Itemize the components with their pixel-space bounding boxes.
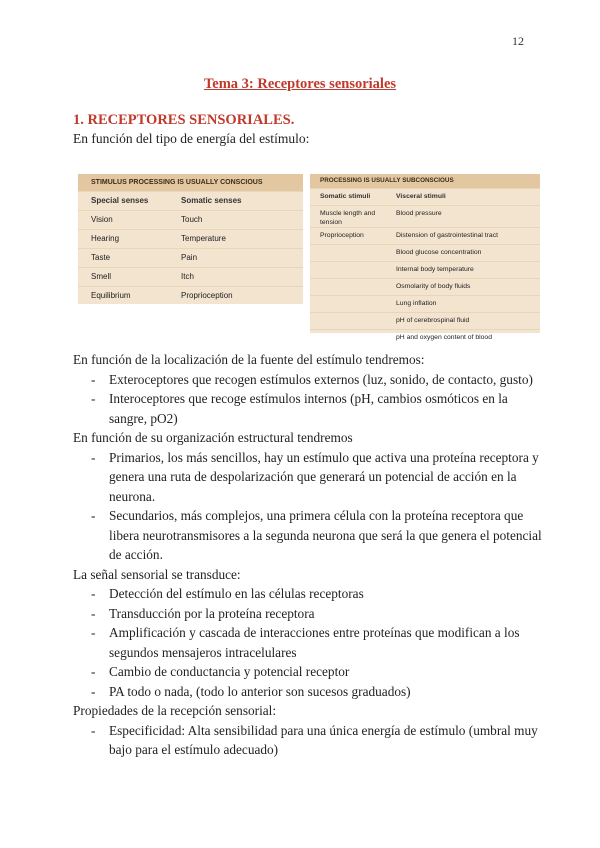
intro-text: En función del tipo de energía del estímulo: [73, 131, 310, 146]
body-text [73, 350, 543, 760]
table-cell: pH and oxygen content of blood [396, 334, 492, 341]
column-header: Somatic stimuli [320, 193, 371, 200]
table-column-headers [310, 188, 540, 205]
paragraph: En función de la localización de la fuente del estímulo tendremos: [73, 352, 425, 367]
table-cell: Temperature [181, 234, 226, 243]
table-header: STIMULUS PROCESSING IS USUALLY CONSCIOUS [78, 174, 303, 191]
list-item: - Interoceptores que recoge estímulos internos (pH, cambios osmóticos en la sangre, pO2) [73, 389, 543, 428]
table-cell: Pain [181, 253, 198, 262]
table-row [78, 210, 303, 229]
table-header: PROCESSING IS USUALLY SUBCONSCIOUS [310, 174, 540, 188]
page-number: 12 [512, 34, 524, 48]
table-row [310, 329, 540, 346]
paragraph: En función de su organización estructural tendremos [73, 430, 353, 445]
table-cell: Proprioception [181, 291, 233, 300]
table-row [310, 295, 540, 312]
list-item: - Cambio de conductancia y potencial receptor [73, 662, 543, 682]
list-item: - Transducción por la proteína receptora [73, 604, 543, 624]
list-item: - PA todo o nada, (todo lo anterior son sucesos graduados) [73, 682, 543, 702]
table-row [310, 312, 540, 329]
table-cell: Internal body temperature [396, 266, 474, 273]
column-header: Somatic senses [181, 196, 242, 205]
table-cell [310, 296, 388, 312]
paragraph: Propiedades de la recepción sensorial: [73, 703, 277, 718]
bullet-list [73, 584, 543, 701]
table-cell: Vision [91, 215, 113, 224]
column-header: Visceral stimuli [396, 193, 446, 200]
list-item: - Especificidad: Alta sensibilidad para una única energía de estímulo (umbral muy bajo para el estímulo adecuado) [73, 721, 543, 760]
bullet-list [73, 721, 543, 760]
table-cell: Taste [91, 253, 111, 262]
table-cell: Muscle length and tension [320, 210, 376, 226]
table-row [78, 286, 303, 305]
table-cell [310, 279, 388, 295]
subconscious-stimulus-table [310, 174, 540, 341]
table-cell [310, 330, 388, 346]
table-row [78, 248, 303, 267]
table-cell: Blood glucose concentration [396, 249, 482, 256]
table-cell: pH of cerebrospinal fluid [396, 317, 470, 324]
table-cell [310, 313, 388, 329]
paragraph: La señal sensorial se transduce: [73, 566, 241, 582]
table-cell: Smell [91, 272, 112, 281]
list-item: - Amplificación y cascada de interacciones entre proteínas que modifican a los segundos mensajeros intracelulares [73, 623, 543, 662]
bullet-list [73, 370, 543, 429]
page-title: Tema 3: Receptores sensoriales [203, 76, 397, 92]
table-row [310, 244, 540, 261]
table-cell [310, 262, 388, 278]
table-row [310, 227, 540, 244]
table-cell: Blood pressure [396, 210, 442, 217]
table-row [310, 278, 540, 295]
table-row [310, 205, 540, 227]
list-item: - Detección del estímulo en las células receptoras [73, 584, 543, 604]
table-row [310, 261, 540, 278]
table-cell: Touch [181, 215, 203, 224]
table-row [78, 267, 303, 286]
column-header: Special senses [91, 196, 149, 205]
table-cell: Hearing [91, 234, 120, 243]
table-cell: Proprioception [320, 232, 364, 239]
list-item: - Exteroceptores que recogen estímulos externos (luz, sonido, de contacto, gusto) [73, 370, 543, 390]
table-cell: Lung inflation [396, 300, 437, 307]
table-cell: Itch [181, 272, 194, 281]
list-item: - Secundarios, más complejos, una primera célula con la proteína receptora que libera neurotransmisores a la segunda neurona que será la que genera el potencial de acción. [73, 506, 543, 565]
section-heading: 1. RECEPTORES SENSORIALES. [73, 112, 295, 128]
table-cell: Osmolarity of body fluids [396, 283, 471, 290]
table-row [78, 229, 303, 248]
table-cell: Distension of gastrointestinal tract [396, 232, 499, 239]
conscious-stimulus-table [78, 174, 303, 304]
list-item: - Primarios, los más sencillos, hay un estímulo que activa una proteína receptora y genera una ruta de despolarización que generará un potencial de acción en la neurona. [73, 448, 543, 507]
bullet-list [73, 448, 543, 565]
table-column-headers [78, 191, 303, 210]
table-cell: Equilibrium [91, 291, 131, 300]
table-cell [310, 245, 388, 261]
